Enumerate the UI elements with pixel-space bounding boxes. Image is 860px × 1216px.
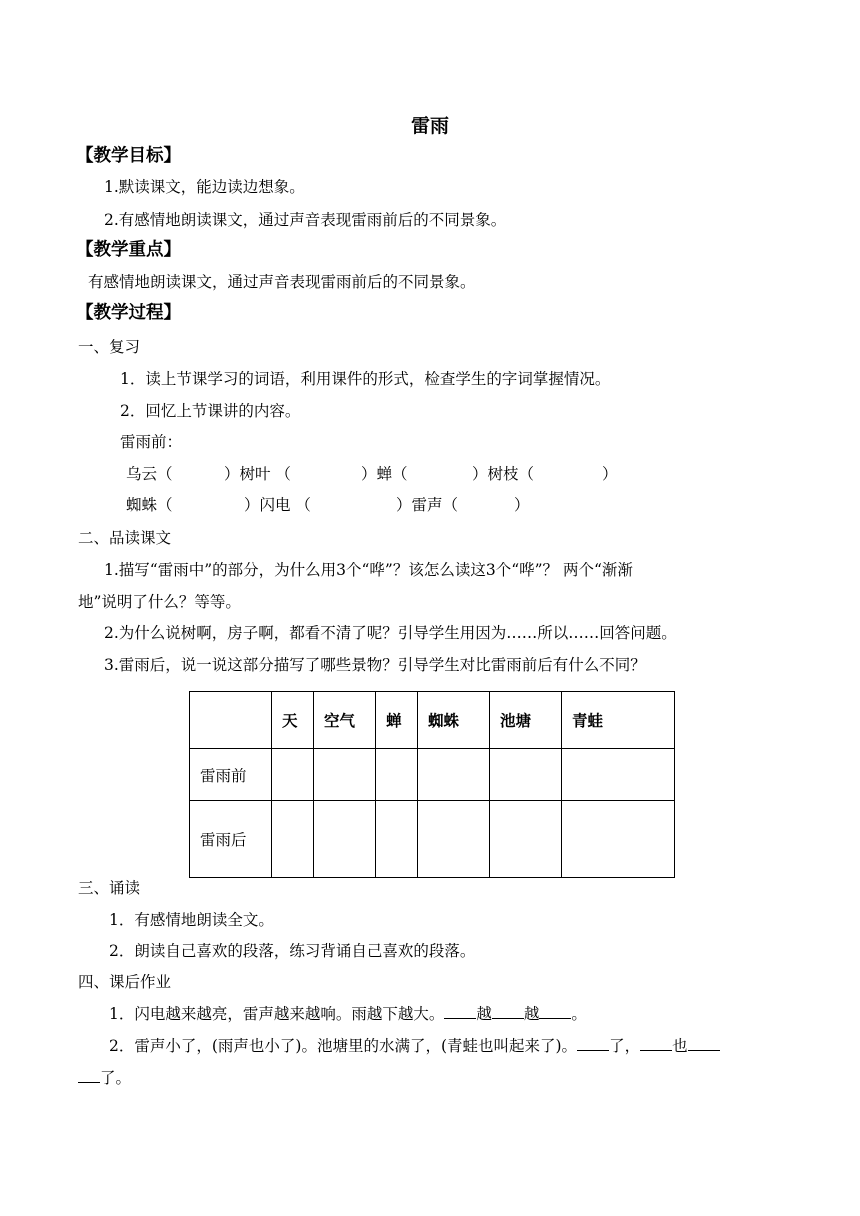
table-cell [562,749,675,801]
homework-heading: 四、课后作业 [78,973,172,991]
close-paren: ） [602,465,618,483]
before-rain-label: 雷雨前： [120,433,183,451]
blank-zhizhu: 蜘蛛（ [126,496,173,514]
fill-blank[interactable] [688,1036,720,1051]
table-cell [314,801,376,878]
table-cell [376,749,418,801]
row-label: 雷雨前 [190,749,272,801]
goal-item-1: 1.默读课文，能边读边想象。 [104,178,305,196]
homework-item-1 [109,1004,587,1024]
reading-item-1a: 1.描写“雷雨中”的部分，为什么用3个“哗”？该怎么读这3个“哗”？ 两个“渐渐 [104,561,633,579]
table-row [190,801,675,878]
reading-item-3: 3.雷雨后，说一说这部分描写了哪些景物？引导学生对比雷雨前后有什么不同？ [104,656,646,674]
table-row [190,749,675,801]
recite-heading: 三、诵读 [78,879,141,897]
section-heading-focus: 【教学重点】 [76,240,181,260]
review-item-2: 2．回忆上节课讲的内容。 [120,402,301,420]
page-title: 雷雨 [410,115,449,137]
fill-blank[interactable] [640,1036,672,1051]
fill-blank[interactable] [78,1068,100,1083]
blank-chan: ）蝉（ [361,465,408,483]
review-item-1: 1．读上节课学习的词语，利用课件的形式，检查学生的字词掌握情况。 [120,370,611,388]
focus-text: 有感情地朗读课文，通过声音表现雷雨前后的不同景象。 [88,273,476,291]
table-header-cell: 蜘蛛 [418,692,490,749]
blank-shandian: ）闪电 （ [244,496,311,514]
section-heading-goals: 【教学目标】 [76,146,181,166]
table-header-cell [190,692,272,749]
review-heading: 一、复习 [78,338,141,356]
close-paren-2: ） [514,496,530,514]
fill-blank[interactable] [492,1004,524,1019]
word-le-end: 了。 [100,1069,132,1087]
reading-item-1b: 地”说明了什么？等等。 [78,593,241,611]
table-cell [418,749,490,801]
comparison-table [189,691,675,878]
word-ye: 也 [672,1037,688,1055]
table-cell [562,801,675,878]
table-header-cell: 池塘 [490,692,562,749]
period: 。 [571,1005,587,1023]
blank-wuyun: 乌云（ [126,465,173,483]
blank-shuzhi: ）树枝（ [472,465,535,483]
homework-item-2 [109,1036,720,1056]
table-header-row [190,692,675,749]
blank-shuye: ）树叶 （ [224,465,291,483]
goal-item-2: 2.有感情地朗读课文，通过声音表现雷雨前后的不同景象。 [104,211,507,229]
fill-blank[interactable] [444,1004,476,1019]
fill-blank[interactable] [577,1036,609,1051]
word-yue: 越 [476,1005,492,1023]
recite-item-1: 1．有感情地朗读全文。 [109,911,274,929]
table-cell [272,749,314,801]
table-cell [376,801,418,878]
section-heading-process: 【教学过程】 [76,303,181,323]
reading-heading: 二、品读课文 [78,529,172,547]
row-label: 雷雨后 [190,801,272,878]
table-header-cell: 天 [272,692,314,749]
recite-item-2: 2．朗读自己喜欢的段落，练习背诵自己喜欢的段落。 [109,942,476,960]
homework-item-2-end [78,1068,131,1088]
table-header-cell: 蝉 [376,692,418,749]
homework-item-2-text: 2．雷声小了，(雨声也小了)。池塘里的水满了，(青蛙也叫起来了)。 [109,1037,578,1055]
table-cell [490,749,562,801]
blank-leisheng: ）雷声（ [396,496,459,514]
word-yue: 越 [523,1005,540,1023]
table-header-cell: 青蛙 [562,692,675,749]
table-header-cell: 空气 [314,692,376,749]
homework-item-1-text: 1．闪电越来越亮，雷声越来越响。雨越下越大。 [109,1005,445,1023]
table-cell [418,801,490,878]
reading-item-2: 2.为什么说树啊，房子啊，都看不清了呢？引导学生用因为……所以……回答问题。 [104,624,677,642]
table-cell [490,801,562,878]
table-cell [314,749,376,801]
word-le: 了， [609,1037,641,1055]
table-cell [272,801,314,878]
fill-blank[interactable] [539,1004,571,1019]
